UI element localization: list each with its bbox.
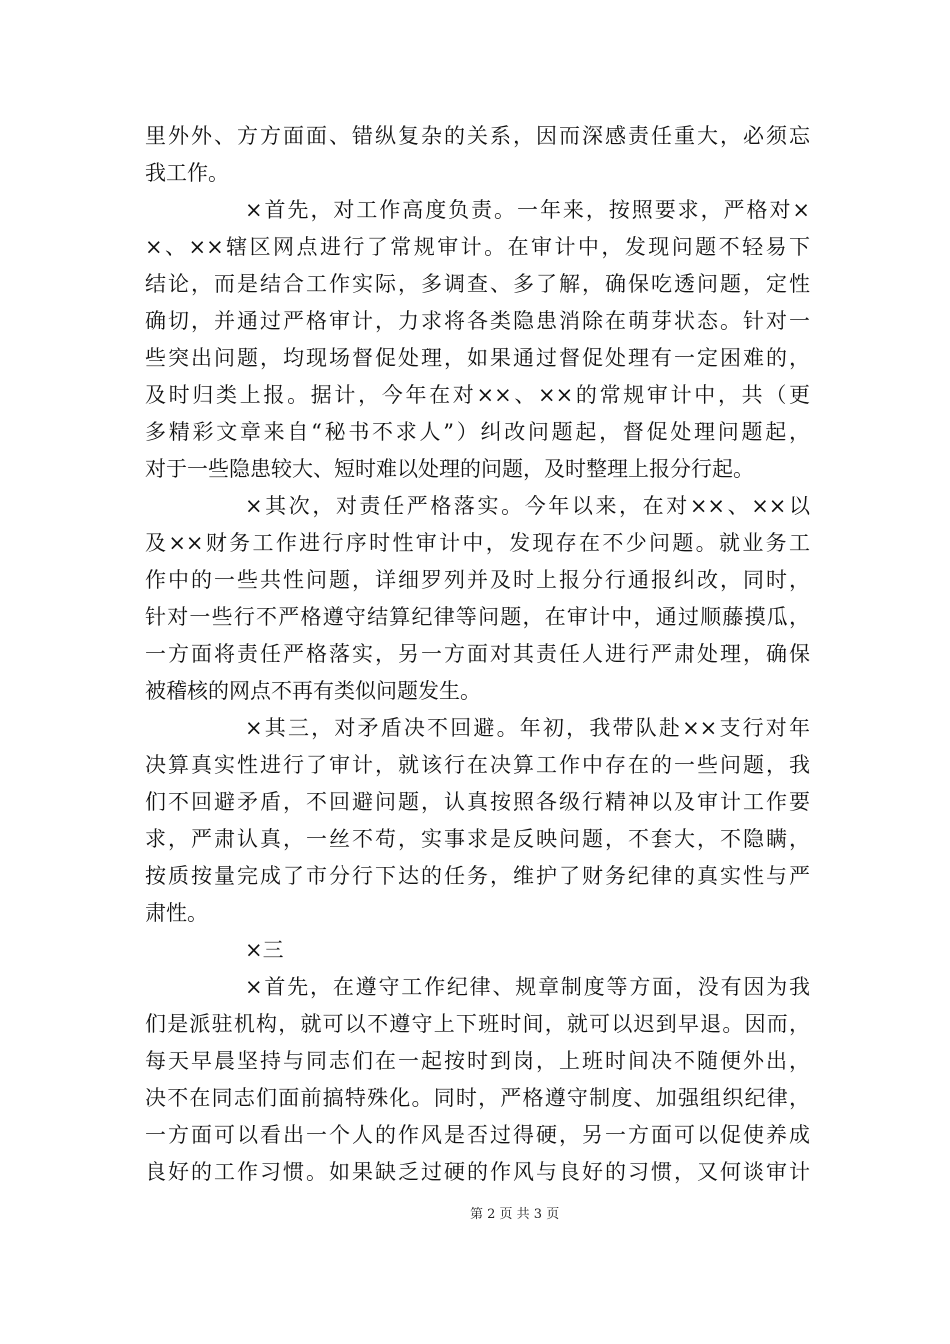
text-line: ×首先，对工作高度负责。一年来，按照要求，严格对× bbox=[245, 198, 810, 222]
text-line: 确切，并通过严格审计，力求将各类隐患消除在萌芽状态。针对一 bbox=[145, 309, 810, 333]
text-line: 对于一些隐患较大、短时难以处理的问题，及时整理上报分行起。 bbox=[145, 457, 754, 481]
text-line: 作中的一些共性问题，详细罗列并及时上报分行通报纠改，同时， bbox=[145, 568, 810, 592]
text-line: 一方面可以看出一个人的作风是否过得硬，另一方面可以促使养成 bbox=[145, 1123, 810, 1147]
text-line: 我工作。 bbox=[145, 161, 229, 185]
text-line: 被稽核的网点不再有类似问题发生。 bbox=[145, 679, 481, 703]
text-line: 求，严肃认真，一丝不苟，实事求是反映问题，不套大，不隐瞒， bbox=[145, 827, 810, 851]
text-line: 决不在同志们面前搞特殊化。同时，严格遵守制度、加强组织纪律， bbox=[145, 1086, 810, 1110]
body-text bbox=[145, 118, 810, 1191]
page-footer bbox=[0, 1203, 950, 1222]
text-line: 里外外、方方面面、错纵复杂的关系，因而深感责任重大，必须忘 bbox=[145, 124, 810, 148]
text-line: ×其次，对责任严格落实。今年以来，在对××、××以 bbox=[245, 494, 810, 518]
text-line: 结论，而是结合工作实际，多调查、多了解，确保吃透问题，定性 bbox=[145, 272, 810, 296]
section-heading: ×三 bbox=[245, 938, 284, 962]
text-line: 每天早晨坚持与同志们在一起按时到岗，上班时间决不随便外出， bbox=[145, 1049, 810, 1073]
text-line: 及××财务工作进行序时性审计中，发现存在不少问题。就业务工 bbox=[145, 531, 810, 555]
text-line: 肃性。 bbox=[145, 901, 208, 925]
text-line: 们不回避矛盾，不回避问题，认真按照各级行精神以及审计工作要 bbox=[145, 790, 810, 814]
text-line: 们是派驻机构，就可以不遵守上下班时间，就可以迟到早退。因而， bbox=[145, 1012, 810, 1036]
text-line: 多精彩文章来自“秘书不求人”）纠改问题起，督促处理问题起， bbox=[145, 420, 810, 444]
text-line: 良好的工作习惯。如果缺乏过硬的作风与良好的习惯，又何谈审计 bbox=[145, 1160, 810, 1184]
text-line: 一方面将责任严格落实，另一方面对其责任人进行严肃处理，确保 bbox=[145, 642, 810, 666]
text-line: ×首先，在遵守工作纪律、规章制度等方面，没有因为我 bbox=[245, 975, 810, 999]
text-line: 及时归类上报。据计，今年在对××、××的常规审计中，共（更 bbox=[145, 383, 810, 407]
text-line: 些突出问题，均现场督促处理，如果通过督促处理有一定困难的， bbox=[145, 346, 810, 370]
text-line: 决算真实性进行了审计，就该行在决算工作中存在的一些问题，我 bbox=[145, 753, 810, 777]
text-line: ×、××辖区网点进行了常规审计。在审计中，发现问题不轻易下 bbox=[145, 235, 810, 259]
page-number: 第 2 页 共 3 页 bbox=[470, 1207, 560, 1222]
text-line: ×其三，对矛盾决不回避。年初，我带队赴××支行对年 bbox=[245, 716, 810, 740]
text-line: 按质按量完成了市分行下达的任务，维护了财务纪律的真实性与严 bbox=[145, 864, 810, 888]
text-line: 针对一些行不严格遵守结算纪律等问题，在审计中，通过顺藤摸瓜， bbox=[145, 605, 810, 629]
